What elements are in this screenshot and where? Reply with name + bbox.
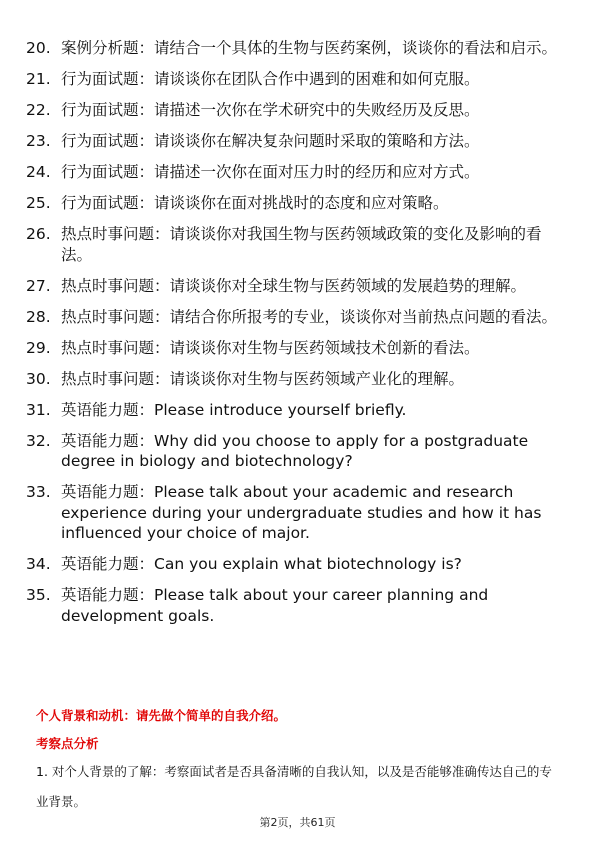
question-number: 30. — [26, 369, 51, 388]
question-number: 23. — [26, 132, 51, 150]
question-text: Please talk about your career planning and development goals. — [61, 586, 489, 625]
analysis-paragraph: 1. 对个人背景的了解：考察面试者是否具备清晰的自我认知，以及是否能够准确传达自己的专业背景。 — [36, 764, 552, 809]
question-body — [61, 369, 571, 390]
question-item — [26, 431, 571, 472]
question-category: 英语能力题： — [61, 555, 155, 573]
question-number: 32. — [26, 431, 51, 450]
question-text: 请谈谈你对全球生物与医药领域的发展趋势的理解。 — [169, 276, 527, 295]
question-body — [61, 69, 571, 90]
question-list — [26, 38, 571, 637]
question-item — [26, 100, 571, 121]
question-text: 请谈谈你对我国生物与医药领域政策的变化及影响的看法。 — [61, 225, 542, 264]
question-item — [26, 554, 571, 575]
question-text: Can you explain what biotechnology is? — [154, 555, 462, 573]
question-item — [26, 224, 571, 265]
question-category: 行为面试题： — [61, 194, 155, 212]
question-number: 21. — [26, 70, 51, 88]
question-body — [61, 482, 571, 544]
question-item — [26, 162, 571, 183]
question-category: 案例分析题： — [61, 39, 155, 57]
question-number: 34. — [26, 555, 51, 573]
question-text: 请谈谈你在面对挑战时的态度和应对策略。 — [154, 194, 449, 212]
question-item — [26, 400, 571, 421]
question-body — [61, 585, 571, 626]
question-category: 热点时事问题： — [61, 338, 170, 357]
question-body — [61, 431, 571, 472]
question-item — [26, 193, 571, 214]
question-number: 33. — [26, 483, 51, 501]
question-number: 28. — [26, 307, 51, 326]
question-category: 行为面试题： — [61, 101, 155, 119]
question-number: 31. — [26, 400, 51, 419]
question-category: 英语能力题： — [61, 483, 155, 501]
question-item — [26, 585, 571, 626]
question-text: 请谈谈你对生物与医药领域技术创新的看法。 — [169, 338, 480, 357]
question-category: 行为面试题： — [61, 70, 155, 88]
question-category: 行为面试题： — [61, 132, 155, 150]
question-item — [26, 276, 571, 297]
question-number: 24. — [26, 163, 51, 181]
question-text: Please introduce yourself briefly. — [154, 400, 407, 419]
question-text: 请结合一个具体的生物与医药案例，谈谈你的看法和启示。 — [154, 39, 558, 57]
question-category: 英语能力题： — [61, 431, 155, 450]
question-text: 请描述一次你在学术研究中的失败经历及反思。 — [154, 101, 480, 119]
question-body — [61, 400, 571, 421]
question-text: 请描述一次你在面对压力时的经历和应对方式。 — [154, 163, 480, 181]
section-subtitle: 考察点分析 — [36, 736, 99, 751]
question-item — [26, 369, 571, 390]
question-number: 29. — [26, 338, 51, 357]
question-item — [26, 69, 571, 90]
question-item — [26, 38, 571, 59]
question-body — [61, 276, 571, 297]
question-item — [26, 131, 571, 152]
question-category: 英语能力题： — [61, 586, 155, 604]
question-body — [61, 554, 571, 575]
page-footer: 第2页，共61页 — [259, 816, 336, 829]
question-body — [61, 307, 571, 328]
question-text: 请谈谈你对生物与医药领域产业化的理解。 — [169, 369, 465, 388]
question-item — [26, 482, 571, 544]
question-body — [61, 338, 571, 359]
question-body — [61, 224, 571, 265]
question-category: 英语能力题： — [61, 400, 155, 419]
question-number: 25. — [26, 194, 51, 212]
section-title: 个人背景和动机：请先做个简单的自我介绍。 — [36, 708, 287, 723]
question-text: Why did you choose to apply for a postgraduate degree in biology and biotechnology? — [61, 431, 529, 470]
question-number: 20. — [26, 39, 51, 57]
question-number: 22. — [26, 101, 51, 119]
question-category: 行为面试题： — [61, 163, 155, 181]
question-body — [61, 162, 571, 183]
question-body — [61, 38, 571, 59]
question-category: 热点时事问题： — [61, 276, 170, 295]
question-category: 热点时事问题： — [61, 307, 170, 326]
question-body — [61, 131, 571, 152]
question-category: 热点时事问题： — [61, 225, 170, 243]
question-text: 请结合你所报考的专业，谈谈你对当前热点问题的看法。 — [169, 307, 558, 326]
question-body — [61, 100, 571, 121]
question-number: 26. — [26, 225, 51, 243]
question-body — [61, 193, 571, 214]
question-text: Please talk about your academic and research experience during your undergraduate studies and how it has influenced your choice of major. — [61, 483, 542, 542]
question-item — [26, 307, 571, 328]
question-item — [26, 338, 571, 359]
question-number: 35. — [26, 586, 51, 604]
question-text: 请谈谈你在解决复杂问题时采取的策略和方法。 — [154, 132, 480, 150]
question-text: 请谈谈你在团队合作中遇到的困难和如何克服。 — [154, 70, 480, 88]
question-category: 热点时事问题： — [61, 369, 170, 388]
question-number: 27. — [26, 276, 51, 295]
